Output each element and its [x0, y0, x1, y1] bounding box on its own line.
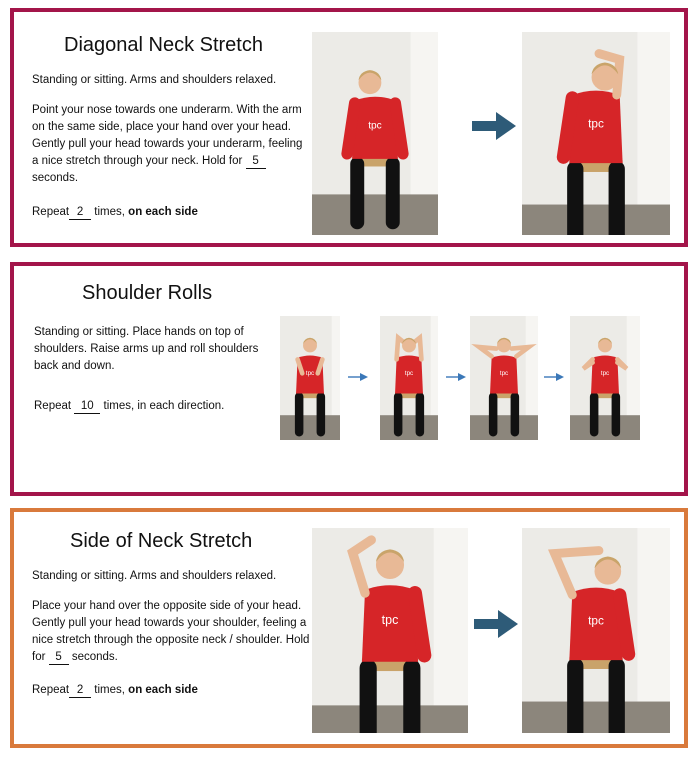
arrow-right-icon	[544, 372, 564, 382]
repeat-suffix: times,	[94, 684, 125, 696]
svg-text:tpc: tpc	[404, 369, 414, 377]
exercise-title: Side of Neck Stretch	[70, 530, 253, 552]
repeat-label: Repeat	[34, 400, 72, 412]
instruction-text: Point your nose towards one underarm. With the arm on the same side, place your hand over your head. Gently pull your head towards your underarm, feeling a nice stretch through your neck. Hold for	[32, 104, 303, 167]
hold-unit: seconds.	[32, 172, 79, 184]
exercise-title: Diagonal Neck Stretch	[64, 34, 263, 56]
photo-start-position	[312, 32, 438, 235]
svg-text:tpc: tpc	[368, 120, 382, 132]
exercise-card-shoulder-rolls	[10, 262, 688, 496]
repeat-count: 2	[69, 684, 91, 698]
photo-step-4	[570, 316, 640, 440]
arrow-right-icon	[474, 610, 518, 638]
repeat-count: 2	[69, 206, 91, 220]
exercise-instructions	[32, 598, 312, 666]
exercise-intro: Standing or sitting. Place hands on top of shoulders. Raise arms up and roll shoulders back and down.	[34, 326, 259, 372]
arrow-right-icon	[348, 372, 368, 382]
photo-stretch-position	[522, 528, 670, 733]
repeat-line	[32, 682, 312, 699]
repeat-label: Repeat	[32, 206, 70, 218]
exercise-title: Shoulder Rolls	[82, 282, 213, 304]
arrow-right-icon	[472, 112, 516, 140]
svg-text:tpc: tpc	[499, 369, 509, 377]
repeat-side-note: on each side	[128, 206, 198, 218]
svg-text:tpc: tpc	[588, 116, 604, 131]
hold-seconds-value: 5	[246, 155, 266, 169]
svg-text:tpc: tpc	[600, 369, 610, 377]
exercise-card-side-of-neck-stretch	[10, 508, 688, 748]
repeat-suffix: times,	[94, 206, 125, 218]
exercise-instructions	[32, 102, 304, 187]
svg-text:tpc: tpc	[305, 369, 315, 377]
repeat-side-note: on each side	[128, 684, 198, 696]
svg-text:tpc: tpc	[381, 613, 399, 628]
repeat-line	[34, 398, 274, 415]
photo-step-2	[380, 316, 438, 440]
svg-text:tpc: tpc	[588, 613, 604, 628]
repeat-suffix: times, in each direction.	[103, 400, 225, 412]
hold-unit: seconds.	[71, 651, 118, 663]
photo-stretch-position	[522, 32, 670, 235]
photo-step-3	[470, 316, 538, 440]
hold-seconds-value: 5	[49, 651, 69, 665]
repeat-label: Repeat	[32, 684, 70, 696]
exercise-intro: Standing or sitting. Arms and shoulders relaxed.	[32, 74, 277, 86]
repeat-line	[32, 204, 304, 221]
photo-start-position	[312, 528, 468, 733]
exercise-card-diagonal-neck-stretch	[10, 8, 688, 247]
repeat-count: 10	[74, 400, 100, 414]
instruction-text: Place your hand over the opposite side of your head. Gently pull your head towards your shoulder, feeling a nice stretch through the opposite neck / shoulder. Hold for	[32, 600, 310, 663]
photo-step-1	[280, 316, 340, 440]
exercise-intro: Standing or sitting. Arms and shoulders relaxed.	[32, 570, 277, 582]
arrow-right-icon	[446, 372, 466, 382]
